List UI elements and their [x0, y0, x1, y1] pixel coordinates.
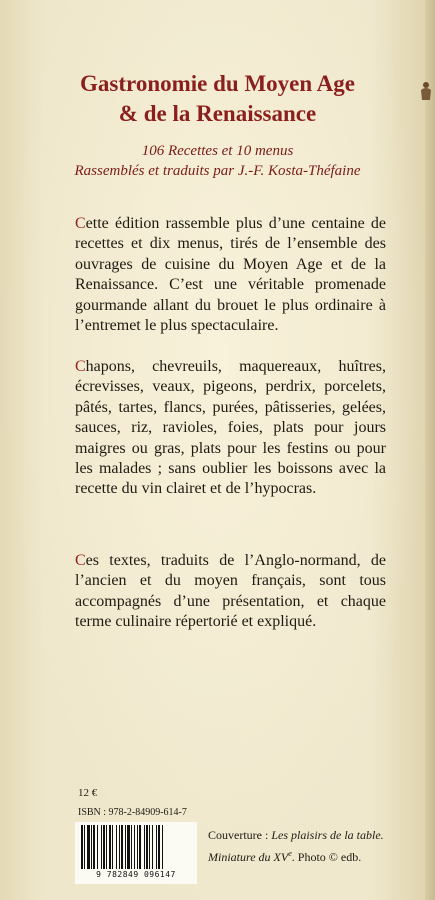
credit-label: Couverture : — [208, 828, 272, 842]
barcode-bar — [112, 825, 113, 869]
paragraph-text: es textes, traduits de l’Anglo-normand, de l’ancien et du moyen français, sont tous accompagnés d’une présentation, et chaque terme culinaire répertorié et expliqué. — [75, 552, 386, 631]
credit-miniature: Miniature du XV — [208, 850, 289, 864]
barcode-bar — [156, 825, 157, 869]
barcode-bars-icon — [75, 822, 197, 870]
barcode-bar — [101, 825, 102, 869]
dropcap: C — [75, 552, 86, 569]
book-title-line1: Gastronomie du Moyen Age — [80, 71, 355, 96]
barcode-bar — [131, 825, 132, 869]
barcode-bar — [119, 825, 120, 869]
barcode-digits: 9 782849 096147 — [96, 870, 176, 879]
barcode-bar — [81, 825, 83, 869]
barcode-bar — [103, 825, 105, 869]
cover-credit-line1 — [208, 826, 384, 844]
paragraph-text: ette édition rassemble plus d’une centaine de recettes et dix menus, tirés de l’ensemble des ouvrages de cuisine du Moyen Age et de la Renaissance. C’est une véritable promenade gourmande allant du brouet le plus ordinaire à l’entremet le plus spectaculaire. — [75, 215, 386, 335]
barcode-bar — [116, 825, 117, 869]
dropcap: C — [75, 215, 86, 232]
barcode-bar — [139, 825, 141, 869]
barcode-bar — [134, 825, 135, 869]
barcode-bar — [149, 825, 150, 869]
cover-edge — [425, 0, 435, 900]
barcode-bar — [106, 825, 107, 869]
paragraph-dishes — [75, 357, 386, 500]
credit-title: Les plaisirs de la table. — [271, 828, 384, 842]
price: 12 € — [78, 787, 98, 799]
barcode — [75, 822, 197, 884]
paragraph-intro — [75, 214, 386, 336]
barcode-bar — [162, 825, 163, 869]
barcode-bar — [152, 825, 153, 869]
barcode-bar — [158, 825, 160, 869]
barcode-bar — [121, 825, 123, 869]
dropcap: C — [75, 358, 86, 375]
barcode-bar — [125, 825, 126, 869]
barcode-bar — [97, 825, 98, 869]
emblem-icon — [419, 80, 433, 102]
barcode-bar — [144, 825, 145, 869]
book-title-line2: & de la Renaissance — [118, 101, 317, 126]
paragraph-sources — [75, 551, 386, 633]
barcode-bar — [93, 825, 95, 869]
cover-credit-line2 — [208, 845, 361, 866]
barcode-bar — [84, 825, 85, 869]
barcode-bar — [146, 825, 148, 869]
barcode-bar — [91, 825, 92, 869]
paragraph-text: hapons, chevreuils, maquereaux, huîtres, écrevisses, veaux, pigeons, perdrix, porcelets, pâtés, tartes, flancs, purées, pâtisseries, gelées, sauces, riz, ravioles, foies, plats pour jours maigres ou gras, plats pour les festins ou pour les malades ; sans oublier les boissons avec la recette du vin clairet et de l’hypocras. — [75, 358, 386, 498]
isbn: ISBN : 978-2-84909-614-7 — [78, 807, 187, 818]
barcode-bar — [137, 825, 138, 869]
subtitle-author: Rassemblés et traduits par J.-F. Kosta-Théfaine — [74, 163, 361, 179]
barcode-bar — [87, 825, 90, 869]
barcode-bar — [109, 825, 111, 869]
credit-photo: . Photo © edb. — [291, 850, 362, 864]
subtitle-recipes: 106 Recettes et 10 menus — [141, 143, 294, 159]
credit-superscript: e — [288, 849, 292, 858]
barcode-bar — [127, 825, 130, 869]
